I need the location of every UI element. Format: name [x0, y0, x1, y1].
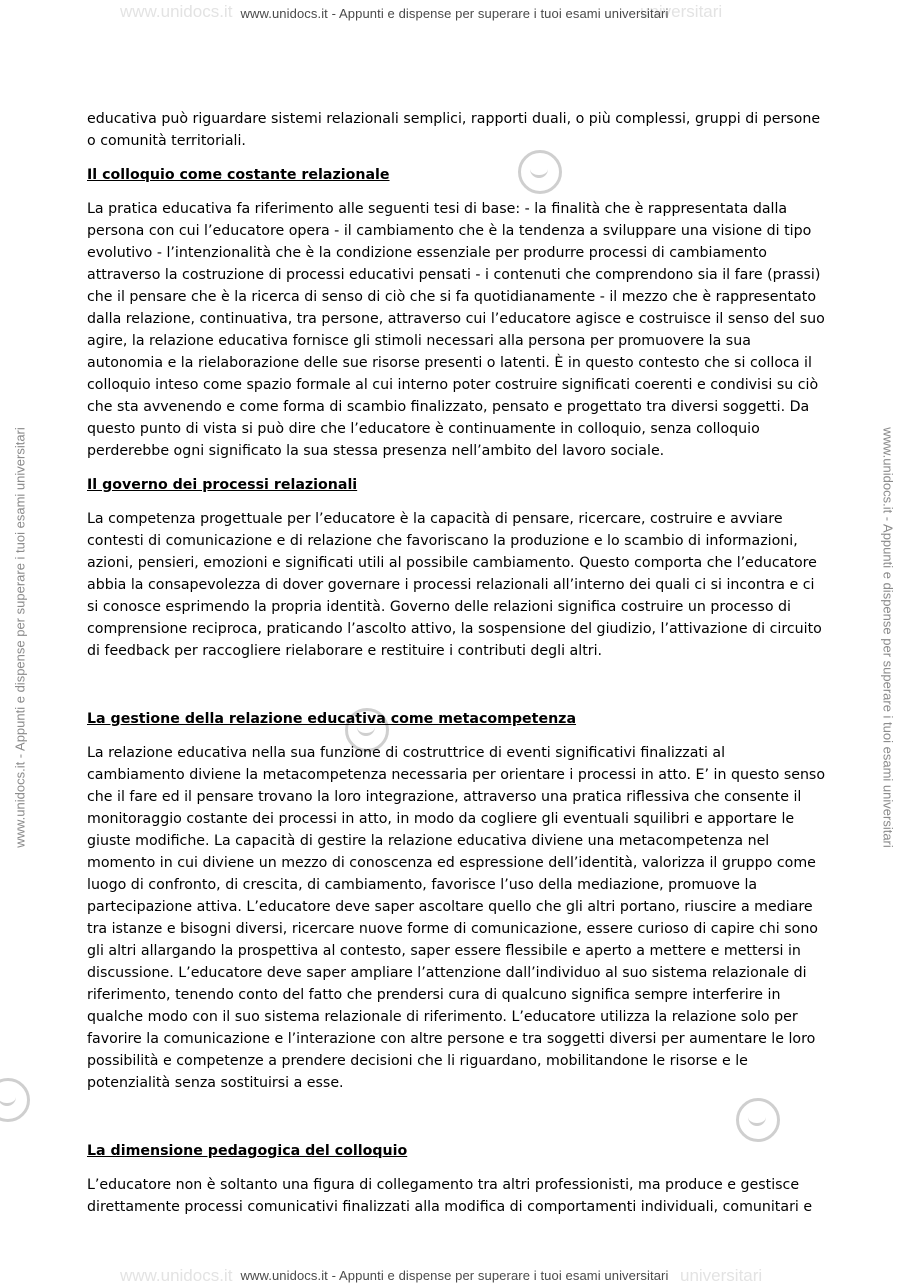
watermark-faint-top-right: universitari — [640, 2, 723, 21]
watermark-header: www.unidocs.it - Appunti e dispense per superare i tuoi esami universitari — [240, 6, 669, 21]
section-body-gestione: La relazione educativa nella sua funzione di costruttrice di eventi significativi finalizzati al cambiamento diviene la metacompetenza necessaria per orientare i processi in atto. E’ in questo senso che il fare ed il pensare trovano la loro integrazione, attraverso una pratica riflessiva che consente il monitoraggio costante dei processi in atto, in modo da cogliere gli eventuali squilibri e apportare le giuste modifiche. La capacità di gestire la relazione educativa diviene una metacompetenza nel momento in cui diviene un mezzo di conoscenza ed espressione dell’identità, valorizza il gruppo come luogo di confronto, di crescita, di cambiamento, favorisce l’uso della mediazione, promuove la partecipazione attiva. L’educatore deve saper ascoltare quello che gli altri portano, riuscire a mediare tra istanze e bisogni diversi, ricercare nuove forme di comunicazione, essere curioso di capire chi sono gli altri allargando la prospettiva al contesto, saper essere flessibile e aperto a mettere e mettersi in discussione. L’educatore deve saper ampliare l’attenzione dall’individuo al suo sistema relazionale di riferimento, tenendo conto del fatto che prendersi cura di qualcuno significa sempre interferire in qualche modo con il suo sistema relazionale di riferimento. L’educatore utilizza la relazione solo per favorire la comunicazione e l’interazione con altre persone e tra soggetti diversi per aumentare le loro possibilità e competenze a prendere decisioni che li riguardano, mobilitandone le risorse e le potenzialità senza sostituirsi a esse. — [87, 745, 826, 1091]
watermark-faint-bottom: www.unidocs.it — [120, 1266, 233, 1285]
section-body-dimensione: L’educatore non è soltanto una figura di collegamento tra altri professionisti, ma produce e gestisce direttamente processi comunicativi finalizzati alla modifica di comportamenti individuali, comunitari e — [87, 1177, 813, 1215]
section-heading-gestione: La gestione della relazione educativa come metacompetenza — [87, 711, 577, 727]
document-body — [87, 108, 825, 1230]
section-heading-dimensione: La dimensione pedagogica del colloquio — [87, 1143, 408, 1159]
watermark-faint-bottom-right: universitari — [680, 1266, 763, 1285]
watermark-faint-top: www.unidocs.it — [120, 2, 233, 21]
section-body-governo: La competenza progettuale per l’educatore è la capacità di pensare, ricercare, costruire e avviare contesti di comunicazione e di relazione che favoriscano la produzione e lo scambio di informazioni, azioni, pensieri, emozioni e significati utili al possibile cambiamento. Questo comporta che l’educatore abbia la consapevolezza di dover governare i processi relazionali all’interno dei quali ci si incontra e ci si conosce esprimendo la propria identità. Governo delle relazioni significa costruire un processo di comprensione reciproca, praticando l’ascolto attivo, la sospensione del giudizio, l’attivazione di circuito di feedback per raccogliere rielaborare e restituire i contributi degli altri. — [87, 511, 822, 659]
section-body-colloquio: La pratica educativa fa riferimento alle seguenti tesi di base: - la finalità che è rappresentata dalla persona con cui l’educatore opera - il cambiamento che è la tendenza a sviluppare una visione di tipo evolutivo - l’intenzionalità che è la condizione essenziale per produrre processi di cambiamento attraverso la costruzione di processi educativi pensati - i contenuti che comprendono sia il fare (prassi) che il pensare che è la ricerca di senso di ciò che si fa quotidianamente - il mezzo che è rappresentato dalla relazione, continuativa, tra persone, attraverso cui l’educatore agisce e costruisce il senso del suo agire, la relazione educativa fornisce gli stimoli necessari alla persona per promuovere la sua autonomia e la rielaborazione delle sue risorse presenti o latenti. È in questo contesto che si colloca il colloquio inteso come spazio formale al cui interno poter costruire significati coerenti e condivisi su ciò che sta avvenendo e come forma di scambio finalizzato, pensato e progettato tra diversi soggetti. Da questo punto di vista si può dire che l’educatore è continuamente in colloquio, senza colloquio perderebbe ogni significato la sua stessa presenza nell’ambito del lavoro sociale. — [87, 201, 825, 459]
watermark-footer: www.unidocs.it - Appunti e dispense per superare i tuoi esami universitari — [240, 1268, 669, 1283]
watermark-side-left: www.unidocs.it - Appunti e dispense per superare i tuoi esami universitari — [12, 427, 28, 848]
section-heading-governo: Il governo dei processi relazionali — [87, 477, 358, 493]
unidocs-logo-icon — [0, 1078, 30, 1122]
watermark-side-right: www.unidocs.it - Appunti e dispense per superare i tuoi esami universitari — [880, 427, 896, 848]
section-heading-colloquio: Il colloquio come costante relazionale — [87, 167, 390, 183]
intro-paragraph: educativa può riguardare sistemi relazionali semplici, rapporti duali, o più complessi, gruppi di persone o comunità territoriali. — [87, 111, 821, 149]
